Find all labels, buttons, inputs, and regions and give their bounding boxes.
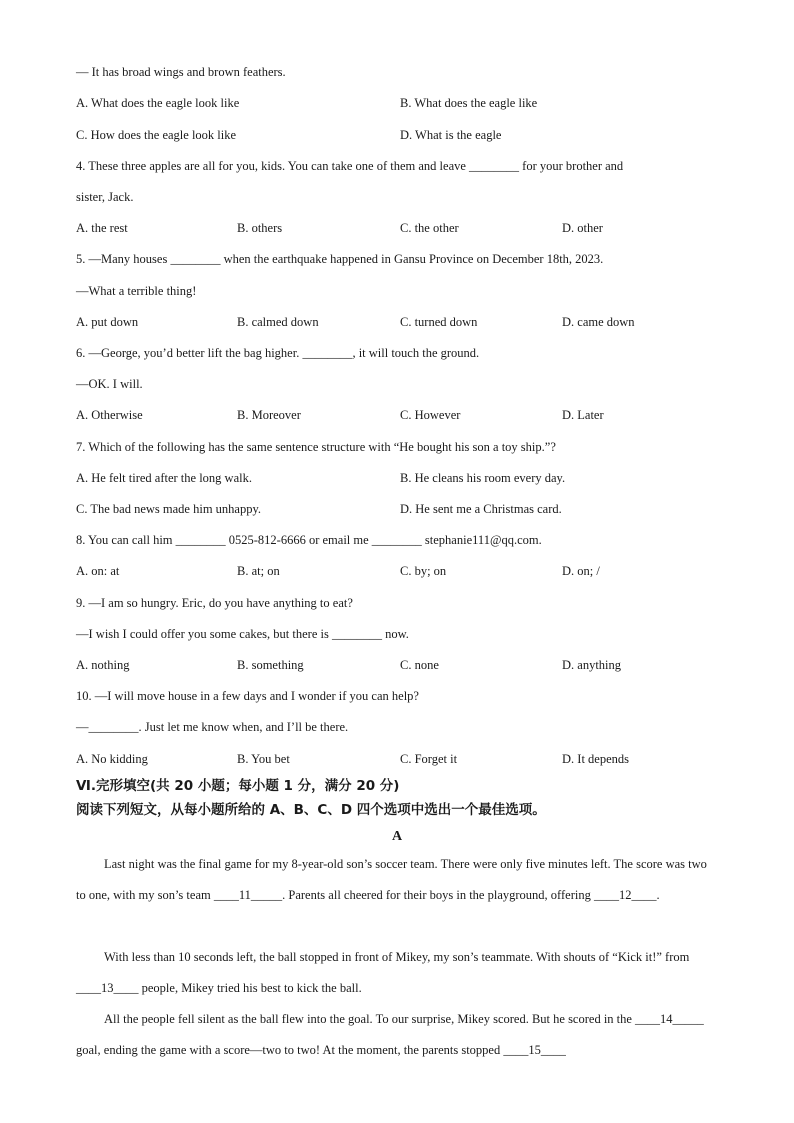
q5-option-b: B. calmed down xyxy=(237,315,319,329)
q7-option-a: A. He felt tired after the long walk. xyxy=(76,471,252,485)
q9-option-c: C. none xyxy=(400,658,439,672)
q6-option-d: D. Later xyxy=(562,408,604,422)
q10-option-a: A. No kidding xyxy=(76,752,148,766)
passage-paragraph-2: With less than 10 seconds left, the ball stopped in front of Mikey, my son’s teammate. With shouts of “Kick it!” from ____13____ people, Mikey tried his best to kick the ball. xyxy=(76,950,690,995)
q9-response: —I wish I could offer you some cakes, but there is ________ now. xyxy=(76,627,409,641)
q3-option-d: D. What is the eagle xyxy=(400,128,502,142)
q8-option-b: B. at; on xyxy=(237,564,280,578)
q4-stem-cont: sister, Jack. xyxy=(76,190,134,204)
q4-option-b: B. others xyxy=(237,221,283,235)
section-instruction: 阅读下列短文，从每小题所给的 A、B、C、D 四个选项中选出一个最佳选项。 xyxy=(76,802,546,818)
q10-response: —________. Just let me know when, and I’ll be there. xyxy=(76,720,349,734)
passage-paragraph-3: All the people fell silent as the ball flew into the goal. To our surprise, Mikey scored. But he scored in the ____14_____ goal, ending the game with a score—two to two! At the moment, the parents stopped ____15____ xyxy=(76,1012,704,1057)
q3-option-b: B. What does the eagle like xyxy=(400,96,538,110)
q9-option-d: D. anything xyxy=(562,658,622,672)
q4-stem: 4. These three apples are all for you, kids. You can take one of them and leave ________ for your brother and xyxy=(76,159,624,173)
q7-option-c: C. The bad news made him unhappy. xyxy=(76,502,262,516)
q3-option-c: C. How does the eagle look like xyxy=(76,128,237,142)
passage-paragraph-1: Last night was the final game for my 8-year-old son’s soccer team. There were only five minutes left. The score was two to one, with my son’s team ____11_____. Parents all cheered for their boys in the playground, offering ____12____. xyxy=(76,857,707,902)
q9-stem: 9. —I am so hungry. Eric, do you have anything to eat? xyxy=(76,596,353,610)
q8-stem: 8. You can call him ________ 0525-812-6666 or email me ________ stephanie111@qq.com. xyxy=(76,533,542,547)
q4-option-a: A. the rest xyxy=(76,221,128,235)
q10-option-c: C. Forget it xyxy=(400,752,458,766)
q5-stem: 5. —Many houses ________ when the earthquake happened in Gansu Province on December 18th, 2023. xyxy=(76,252,604,266)
q6-option-b: B. Moreover xyxy=(237,408,301,422)
section-heading: Ⅵ.完形填空(共 20 小题；每小题 1 分，满分 20 分) xyxy=(76,778,400,794)
q9-option-a: A. nothing xyxy=(76,658,130,672)
q3-answer-line: — It has broad wings and brown feathers. xyxy=(76,65,286,79)
q10-option-b: B. You bet xyxy=(237,752,290,766)
q6-stem: 6. —George, you’d better lift the bag higher. ________, it will touch the ground. xyxy=(76,346,480,360)
q7-stem: 7. Which of the following has the same sentence structure with “He bought his son a toy ship.”? xyxy=(76,440,556,454)
q8-option-c: C. by; on xyxy=(400,564,447,578)
q6-option-a: A. Otherwise xyxy=(76,408,143,422)
q5-option-a: A. put down xyxy=(76,315,139,329)
q7-option-d: D. He sent me a Christmas card. xyxy=(400,502,562,516)
q6-response: —OK. I will. xyxy=(76,377,143,391)
q8-option-d: D. on; / xyxy=(562,564,600,578)
q5-response: —What a terrible thing! xyxy=(76,284,197,298)
q5-option-c: C. turned down xyxy=(400,315,478,329)
q7-option-b: B. He cleans his room every day. xyxy=(400,471,566,485)
q10-option-d: D. It depends xyxy=(562,752,629,766)
q5-option-d: D. came down xyxy=(562,315,635,329)
q4-option-d: D. other xyxy=(562,221,603,235)
q3-option-a: A. What does the eagle look like xyxy=(76,96,240,110)
q4-option-c: C. the other xyxy=(400,221,459,235)
q6-option-c: C. However xyxy=(400,408,461,422)
q10-stem: 10. —I will move house in a few days and I wonder if you can help? xyxy=(76,689,419,703)
q9-option-b: B. something xyxy=(237,658,304,672)
q8-option-a: A. on: at xyxy=(76,564,120,578)
passage-label: A xyxy=(391,829,403,844)
